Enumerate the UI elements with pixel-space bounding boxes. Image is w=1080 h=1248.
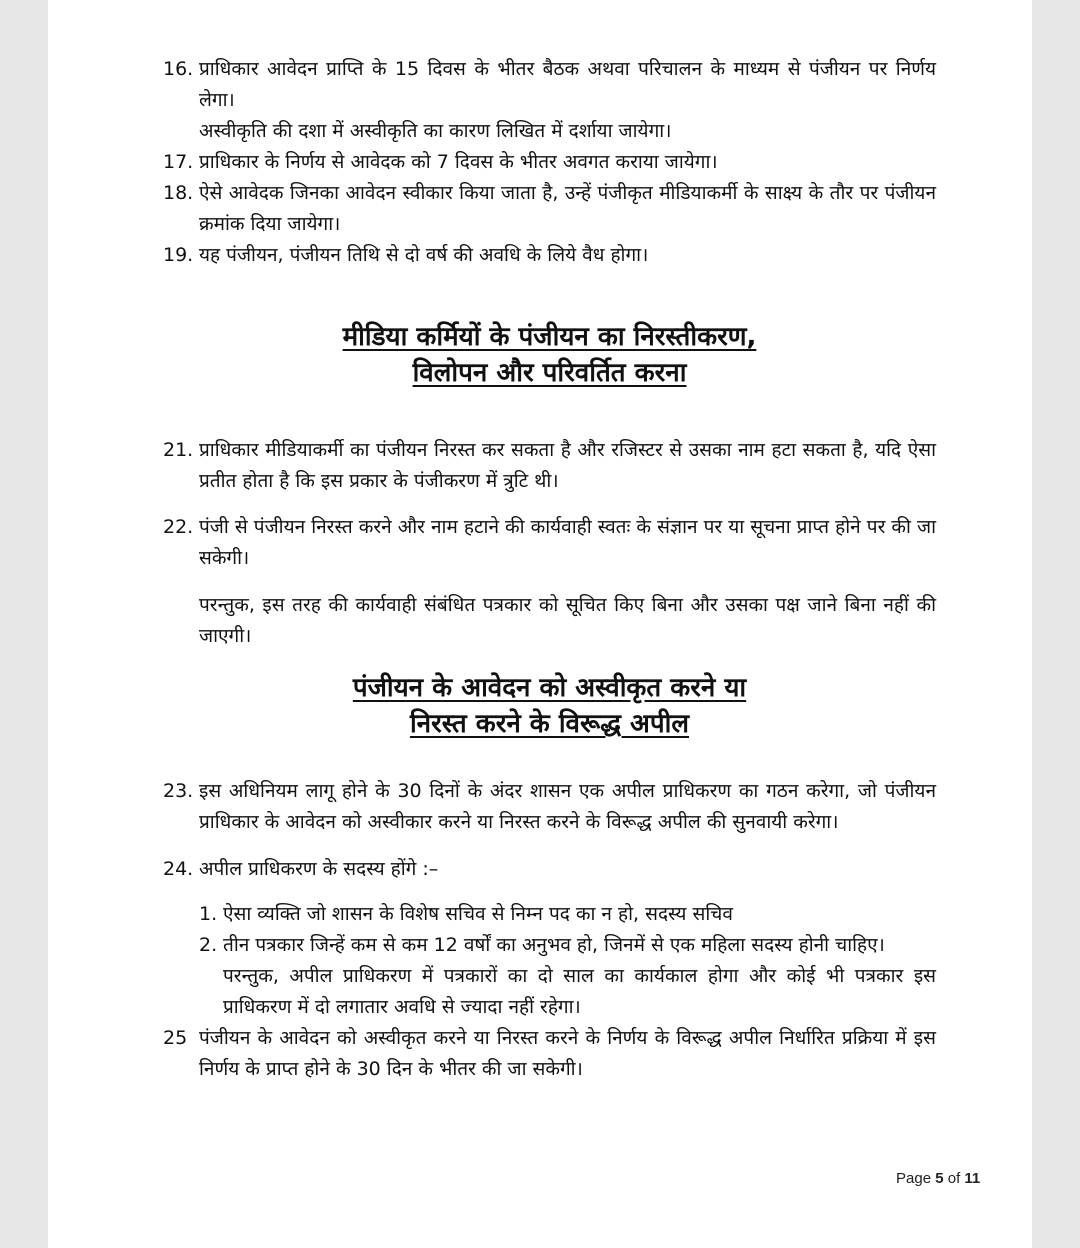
clause-text: अपील प्राधिकरण के सदस्य होंगे :– [199, 858, 439, 880]
heading-line: पंजीयन के आवेदन को अस्वीकृत करने या [352, 673, 747, 703]
page-number-footer [896, 1170, 980, 1187]
clause-number: 21. [163, 439, 194, 461]
clause-text: प्राधिकार मीडियाकर्मी का पंजीयन निरस्त कर सकता है और रजिस्टर से उसका नाम हटा सकता है, यदि ऐसा प्रतीत होता है कि इस प्रकार के पंजीकरण में त्रुटि थी। [199, 439, 936, 492]
member-item [199, 899, 936, 930]
heading-line: मीडिया कर्मियों के पंजीयन का निरस्तीकरण, [342, 322, 757, 352]
member-text: ऐसा व्यक्ति जो शासन के विशेष सचिव से निम्न पद का न हो, सदस्य सचिव [223, 903, 733, 925]
clause-22-proviso: परन्तुक, इस तरह की कार्यवाही संबंधित पत्रकार को सूचित किए बिना और उसका पक्ष जाने बिना नहीं की जाएगी। [199, 594, 936, 647]
clause-text: इस अधिनियम लागू होने के 30 दिनों के अंदर शासन एक अपील प्राधिकरण का गठन करेगा, जो पंजीयन प्राधिकार के आवेदन को अस्वीकार करने या निरस्त करने के विरूद्ध अपील की सुनवायी करेगा। [199, 780, 936, 833]
clause-text: प्राधिकार के निर्णय से आवेदक को 7 दिवस के भीतर अवगत कराया जायेगा। [199, 151, 718, 173]
clause-25 [163, 1023, 936, 1085]
clause-text: पंजीयन के आवेदन को अस्वीकृत करने या निरस्त करने के निर्णय के विरूद्ध अपील निर्धारित प्रक्रिया में इस निर्णय के प्राप्त होने के 30 दिन के भीतर की जा सकेगी। [199, 1027, 936, 1080]
clause-24-proviso: परन्तुक, अपील प्राधिकरण में पत्रकारों का दो साल का कार्यकाल होगा और कोई भी पत्रकार इस प्राधिकरण में दो लगातार अवधि से ज्यादा नहीं रहेगा। [223, 965, 936, 1018]
clause-number: 19. [163, 244, 194, 266]
clause-21 [163, 435, 936, 497]
clause-number: 22. [163, 516, 194, 538]
heading-line: निरस्त करने के विरूद्ध अपील [409, 709, 690, 739]
clause-16 [163, 54, 936, 116]
clause-text: यह पंजीयन, पंजीयन तिथि से दो वर्ष की अवधि के लिये वैध होगा। [199, 244, 649, 266]
member-number: 1. [199, 903, 218, 925]
clause-16-continuation: अस्वीकृति की दशा में अस्वीकृति का कारण लिखित में दर्शाया जायेगा। [199, 120, 672, 142]
page-label: Page [896, 1170, 932, 1187]
clause-23 [163, 776, 936, 838]
clause-text: प्राधिकार आवेदन प्राप्ति के 15 दिवस के भीतर बैठक अथवा परिचालन के माध्यम से पंजीयन पर निर्णय लेगा। [199, 58, 936, 111]
member-number: 2. [199, 934, 218, 956]
clause-22 [163, 512, 936, 574]
clause-number: 25 [163, 1027, 188, 1049]
clause-text: पंजी से पंजीयन निरस्त करने और नाम हटाने की कार्यवाही स्वतः के संज्ञान पर या सूचना प्राप्त होने पर की जा सकेगी। [199, 516, 936, 569]
member-text: तीन पत्रकार जिन्हें कम से कम 12 वर्षों का अनुभव हो, जिनमें से एक महिला सदस्य होनी चाहिए। [223, 934, 885, 956]
section-heading-cancellation [163, 319, 936, 391]
clause-18 [163, 178, 936, 240]
member-item [199, 930, 936, 961]
clause-number: 24. [163, 858, 194, 880]
clause-number: 16. [163, 58, 194, 80]
clause-number: 18. [163, 182, 194, 204]
clause-number: 23. [163, 780, 194, 802]
clause-number: 17. [163, 151, 194, 173]
total-pages: 11 [964, 1170, 981, 1187]
current-page: 5 [935, 1170, 944, 1187]
of-label: of [947, 1170, 961, 1187]
document-page [48, 0, 1032, 1248]
section-heading-appeal [163, 670, 936, 742]
heading-line: विलोपन और परिवर्तित करना [412, 358, 687, 388]
clause-17 [163, 147, 936, 178]
page-content [163, 54, 936, 1085]
clause-19 [163, 240, 936, 271]
clause-24 [163, 854, 936, 885]
clause-text: ऐसे आवेदक जिनका आवेदन स्वीकार किया जाता है, उन्हें पंजीकृत मीडियाकर्मी के साक्ष्य के तौर पर पंजीयन क्रमांक दिया जायेगा। [199, 182, 936, 235]
